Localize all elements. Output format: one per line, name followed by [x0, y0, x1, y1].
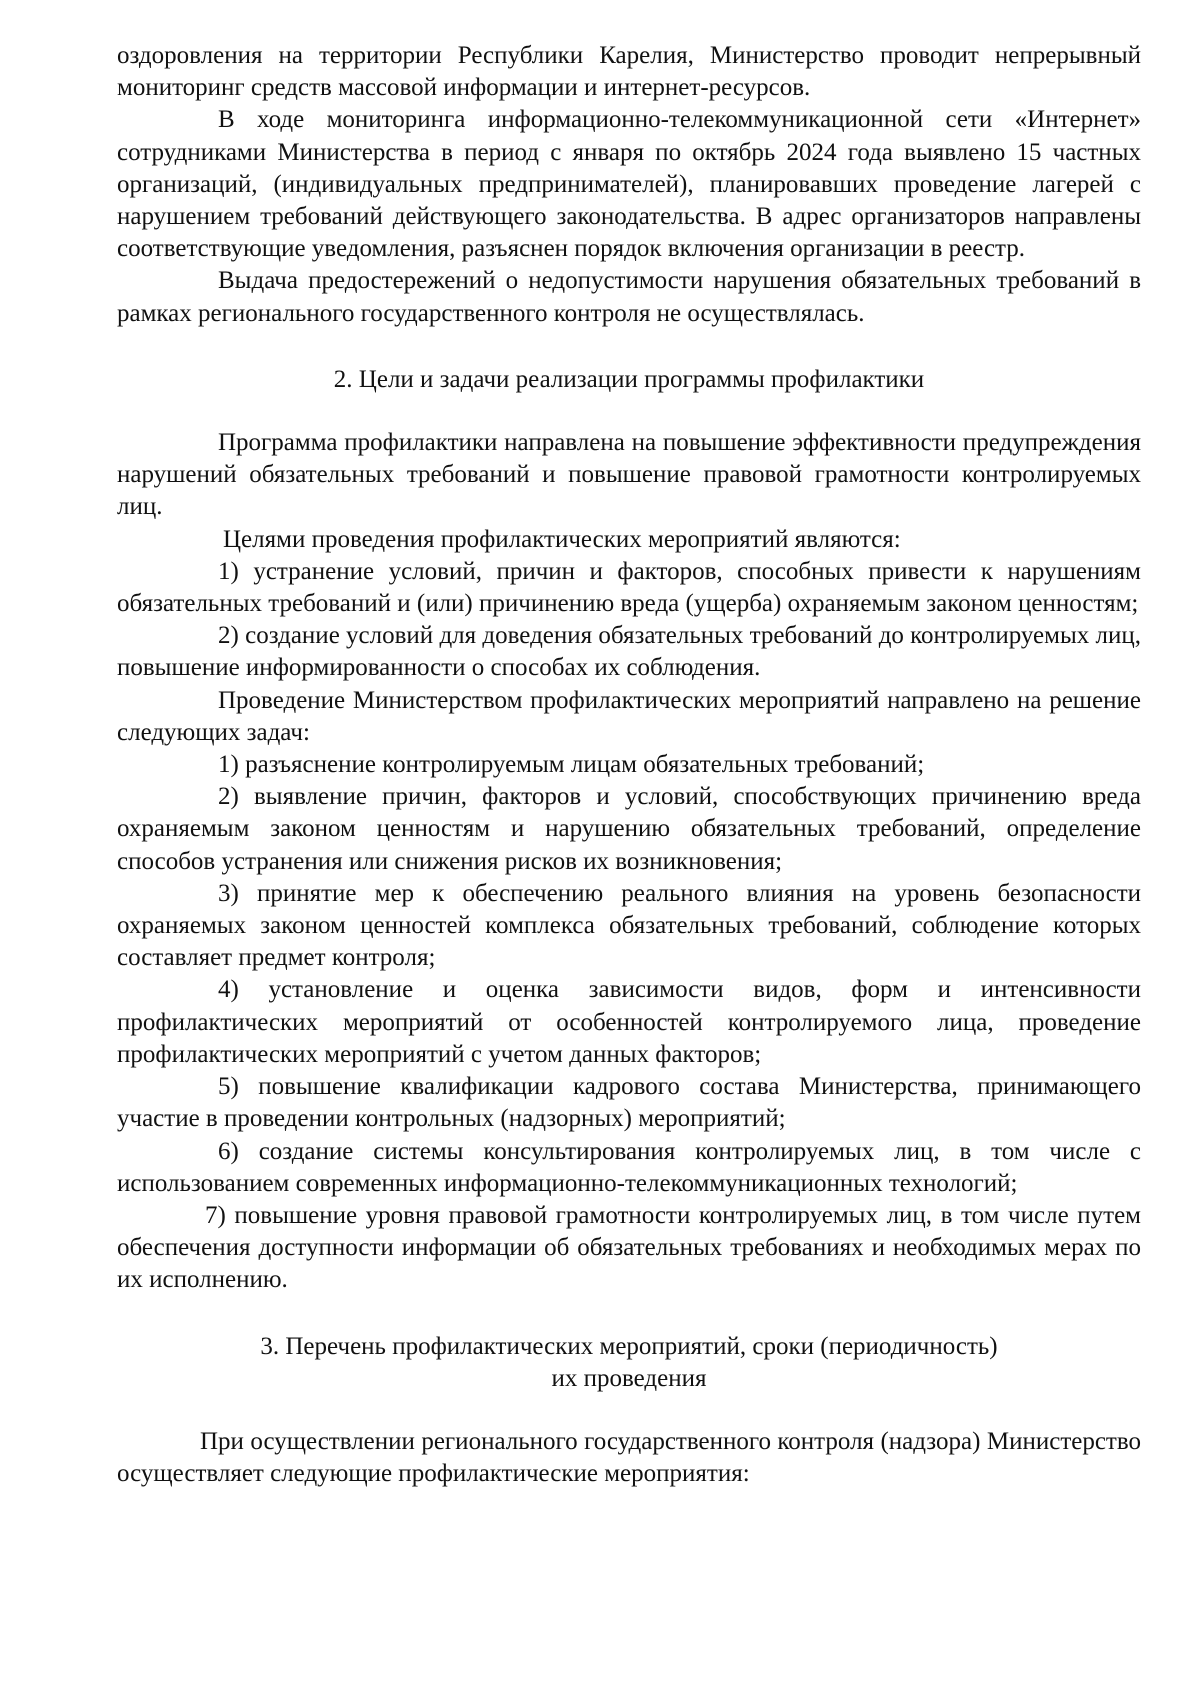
- paragraph-final: При осуществлении регионального государственного контроля (надзора) Министерство осуществляет следующие профилактические мероприятия:: [117, 1427, 1141, 1488]
- section-3-heading-line-2: их проведения: [551, 1364, 707, 1392]
- paragraph-program: Программа профилактики направлена на повышение эффективности предупреждения нарушений обязательных требований и повышение правовой грамотности контролируемых лиц.: [117, 429, 1141, 521]
- task-item-4: 4) установление и оценка зависимости видов, форм и интенсивности профилактических мероприятий от особенностей контролируемого лица, проведение профилактических мероприятий с учетом данных факторов;: [117, 976, 1141, 1068]
- goal-item-1: 1) устранение условий, причин и факторов, способных привести к нарушениям обязательных требований и (или) причинению вреда (ущерба) охраняемым законом ценностям;: [117, 557, 1141, 618]
- goal-item-2: 2) создание условий для доведения обязательных требований до контролируемых лиц, повышение информированности о способах их соблюдения.: [117, 622, 1141, 682]
- spacer: [117, 1395, 1141, 1426]
- goals-intro: Целями проведения профилактических мероприятий являются:: [223, 525, 901, 553]
- spacer: [117, 396, 1141, 427]
- paragraph-intro-tail: оздоровления на территории Республики Карелия, Министерство проводит непрерывный мониторинг средств массовой информации и интернет-ресурсов.: [117, 42, 1141, 102]
- task-item-6: 6) создание системы консультирования контролируемых лиц, в том числе с использованием современных информационно-телекоммуникационных технологий;: [117, 1137, 1141, 1197]
- paragraph-warnings: Выдача предостережений о недопустимости нарушения обязательных требований в рамках регионального государственного контроля не осуществлялась.: [117, 267, 1141, 327]
- task-item-3: 3) принятие мер к обеспечению реального влияния на уровень безопасности охраняемых законом ценностей комплекса обязательных требований, соблюдение которых составляет предмет контроля;: [117, 879, 1141, 972]
- paragraph-monitoring: В ходе мониторинга информационно-телекоммуникационной сети «Интернет» сотрудниками Министерства в период с января по октябрь 2024 года выявлено 15 частных организаций, (индивидуальных предпринимателей), планировавших проведение лагерей с нарушением требований действующего законодательства. В адрес организаторов направлены соответствующие уведомления, разъяснен порядок включения организации в реестр.: [117, 106, 1141, 263]
- spacer: [117, 1297, 1141, 1331]
- spacer: [117, 330, 1141, 364]
- tasks-intro: Проведение Министерством профилактических мероприятий направлено на решение следующих задач:: [117, 686, 1141, 746]
- task-item-7: 7) повышение уровня правовой грамотности контролируемых лиц, в том числе путем обеспечения доступности информации об обязательных требованиях и необходимых мерах по их исполнению.: [117, 1201, 1141, 1294]
- task-item-5: 5) повышение квалификации кадрового состава Министерства, принимающего участие в проведении контрольных (надзорных) мероприятий;: [117, 1073, 1141, 1133]
- section-3-heading-line-1: 3. Перечень профилактических мероприятий, сроки (периодичность): [260, 1332, 998, 1360]
- section-2-heading: 2. Цели и задачи реализации программы профилактики: [333, 365, 925, 393]
- task-item-1: 1) разъяснение контролируемым лицам обязательных требований;: [218, 751, 925, 779]
- document-page: [117, 40, 1141, 1490]
- task-item-2: 2) выявление причин, факторов и условий, способствующих причинению вреда охраняемым законом ценностям и нарушению обязательных требований, определение способов устранения или снижения рисков их возникновения;: [117, 783, 1141, 875]
